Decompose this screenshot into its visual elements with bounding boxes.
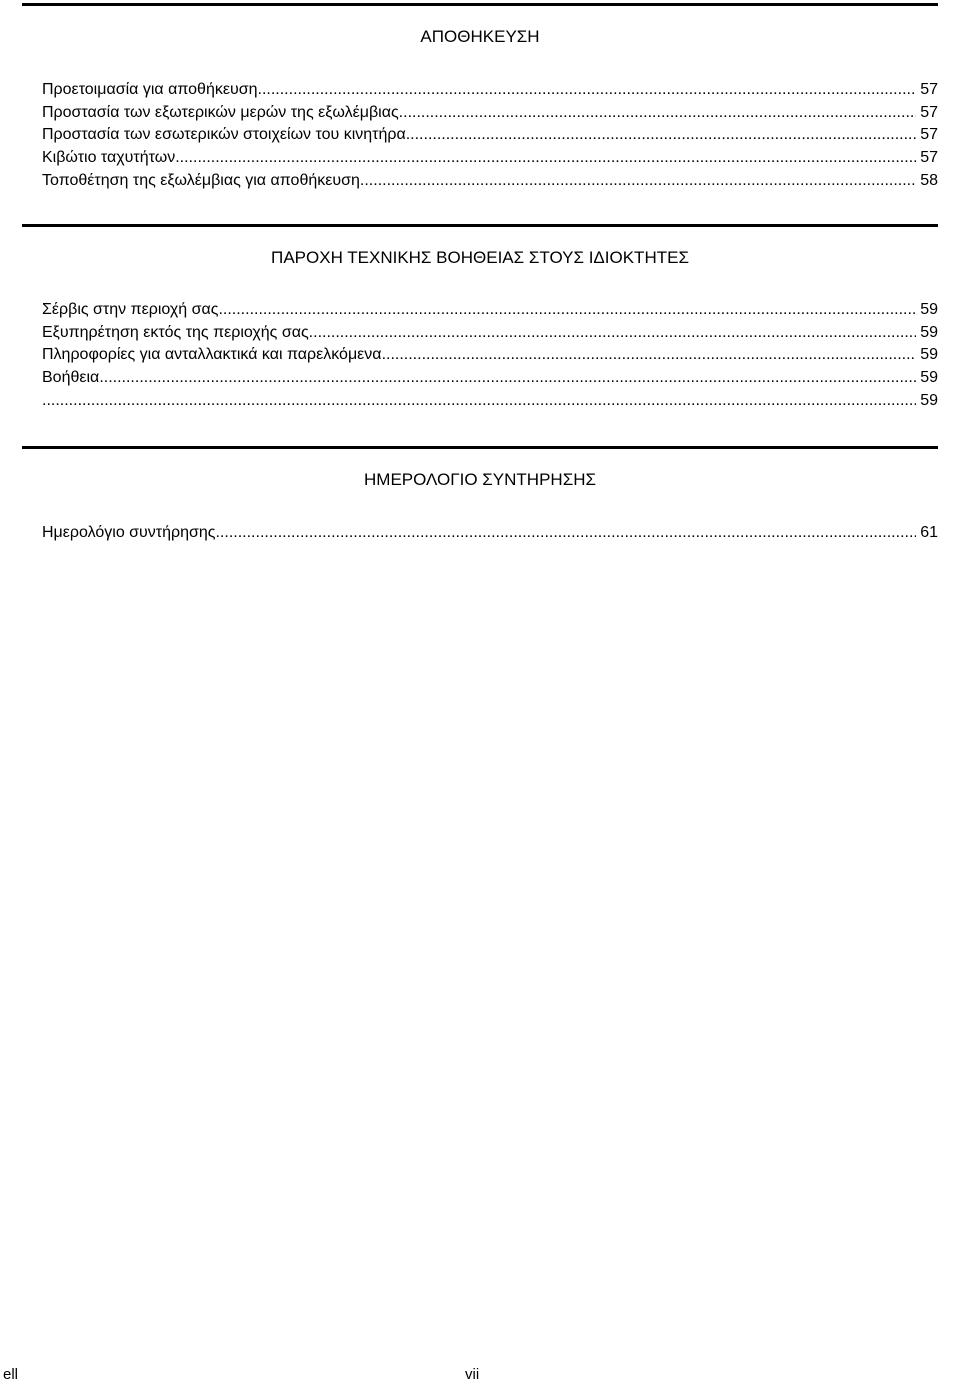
- toc-entry-page[interactable]: 59: [920, 346, 938, 364]
- toc-entry[interactable]: [42, 102, 938, 125]
- dot-leader: [99, 367, 916, 390]
- toc-entry[interactable]: [42, 147, 938, 170]
- toc-entry-page[interactable]: 59: [920, 391, 938, 409]
- toc-entry-page[interactable]: 61: [920, 524, 938, 541]
- section-title: ΑΠΟΘΗΚΕΥΣΗ: [420, 27, 540, 46]
- toc-entry-label[interactable]: Εξυπηρέτηση εκτός της περιοχής σας: [42, 323, 309, 341]
- toc-entry[interactable]: [42, 322, 938, 345]
- toc-entry[interactable]: [42, 299, 938, 322]
- toc-entry-label[interactable]: Ημερολόγιο συντήρησης: [42, 524, 216, 541]
- toc-list: [42, 522, 938, 545]
- toc-entry[interactable]: [42, 344, 938, 367]
- dot-leader: [399, 102, 917, 125]
- toc-section-maintenance-log: [22, 446, 938, 545]
- section-title: ΗΜΕΡΟΛΟΓΙΟ ΣΥΝΤΗΡΗΣΗΣ: [364, 470, 596, 489]
- toc-section-storage: [22, 3, 938, 192]
- toc-entry-page[interactable]: 57: [920, 126, 938, 144]
- dot-leader: [42, 390, 916, 413]
- footer-page-number: vii: [465, 1366, 480, 1383]
- dot-leader: [175, 147, 916, 170]
- toc-entry-page[interactable]: 59: [920, 323, 938, 341]
- section-divider: [22, 3, 938, 6]
- toc-entry[interactable]: [42, 124, 938, 147]
- dot-leader: [382, 344, 917, 367]
- toc-entry-label[interactable]: Προετοιμασία για αποθήκευση: [42, 81, 258, 98]
- toc-entry-page[interactable]: 57: [920, 103, 938, 121]
- toc-entry-label[interactable]: Προστασία των εξωτερικών μερών της εξωλέμβιας: [42, 103, 399, 121]
- toc-list: [42, 79, 938, 192]
- toc-entry[interactable]: [42, 522, 938, 545]
- toc-entry[interactable]: [42, 170, 938, 193]
- toc-entry-page[interactable]: 59: [920, 369, 938, 387]
- toc-entry-label[interactable]: Τοποθέτηση της εξωλέμβιας για αποθήκευση: [42, 171, 360, 189]
- toc-entry-label[interactable]: Πληροφορίες για ανταλλακτικά και παρελκόμενα: [42, 346, 382, 364]
- toc-entry-page[interactable]: 58: [920, 171, 938, 189]
- toc-entry[interactable]: [42, 79, 938, 102]
- toc-entry-page[interactable]: 59: [920, 301, 938, 318]
- toc-section-technical-assistance: [22, 224, 938, 412]
- dot-leader: [218, 299, 916, 322]
- toc-list: [42, 299, 938, 412]
- toc-entry-page[interactable]: 57: [920, 149, 938, 167]
- dot-leader: [406, 124, 916, 147]
- toc-entry[interactable]: [42, 367, 938, 390]
- footer-language-code: ell: [3, 1366, 19, 1383]
- dot-leader: [360, 170, 916, 193]
- section-divider: [22, 224, 938, 227]
- dot-leader: [215, 522, 916, 545]
- toc-entry-label[interactable]: Κιβώτιο ταχυτήτων: [42, 149, 176, 167]
- dot-leader: [309, 322, 917, 345]
- section-title: ΠΑΡΟΧΗ ΤΕΧΝΙΚΗΣ ΒΟΗΘΕΙΑΣ ΣΤΟΥΣ ΙΔΙΟΚΤΗΤΕΣ: [271, 248, 689, 267]
- toc-entry-page[interactable]: 57: [920, 81, 938, 98]
- toc-entry-label[interactable]: Σέρβις στην περιοχή σας: [42, 301, 219, 318]
- toc-entry-label[interactable]: Βοήθεια: [42, 369, 100, 387]
- dot-leader: [258, 79, 917, 102]
- section-divider: [22, 446, 938, 449]
- toc-entry[interactable]: [42, 390, 938, 413]
- toc-entry-label[interactable]: Προστασία των εσωτερικών στοιχείων του κινητήρα: [42, 126, 406, 144]
